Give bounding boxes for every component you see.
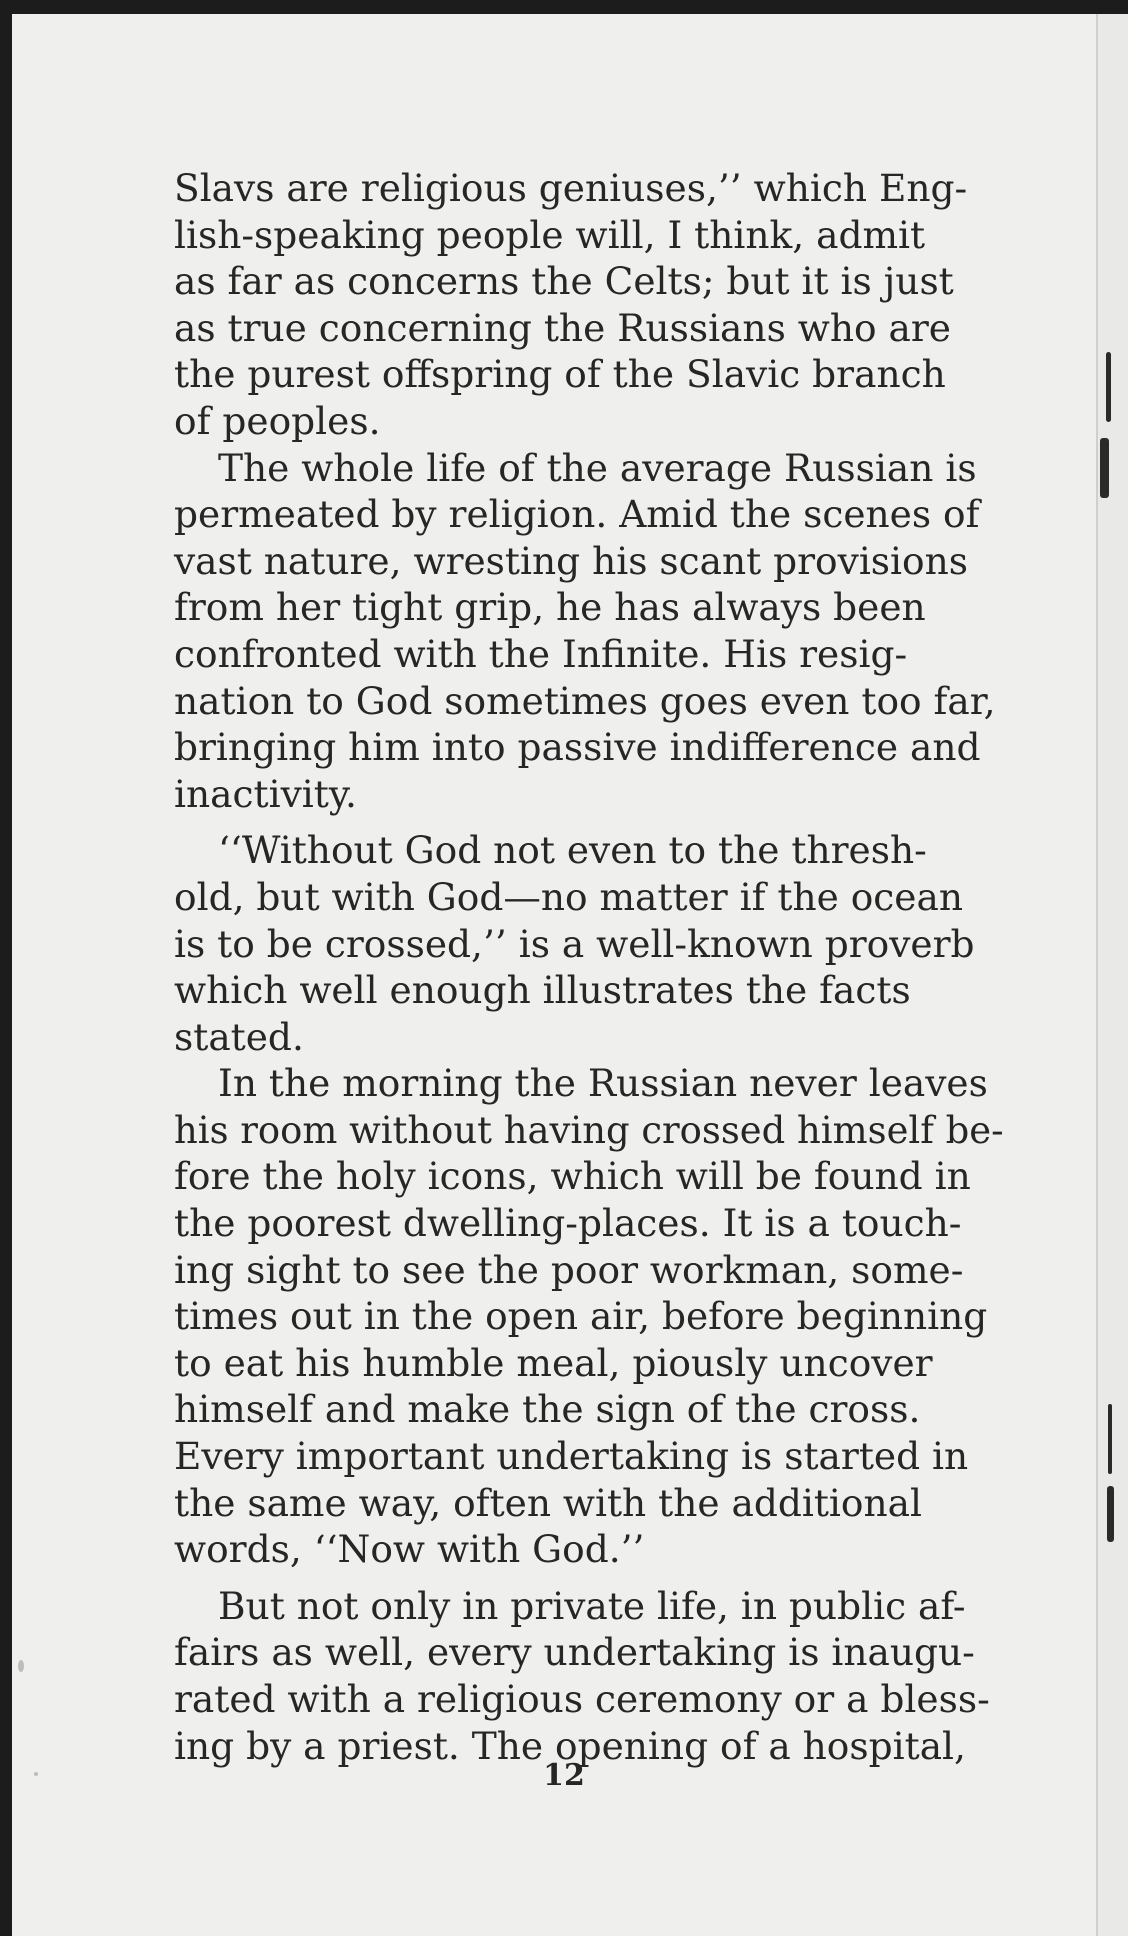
text-line: which well enough illustrates the facts [174, 968, 911, 1013]
paragraph [174, 827, 1004, 1060]
binding-mark [1107, 1486, 1114, 1542]
text-line: fairs as well, every undertaking is inaugu- [174, 1630, 975, 1675]
text-line: bringing him into passive indifference and [174, 725, 981, 770]
text-line: ‘‘Without God not even to the thresh- [218, 828, 927, 873]
text-line: words, ‘‘Now with God.’’ [174, 1527, 645, 1572]
text-line: the poorest dwelling-places. It is a touch- [174, 1201, 962, 1246]
text-line: Slavs are religious geniuses,’’ which Eng- [174, 166, 968, 210]
page-edge [1096, 14, 1128, 1936]
text-line: vast nature, wresting his scant provisions [174, 538, 969, 583]
paragraph [174, 1583, 1004, 1769]
text-line: permeated by religion. Amid the scenes of [174, 492, 980, 537]
text-line: stated. [174, 1014, 304, 1059]
paragraph [174, 1060, 1004, 1573]
text-line: as true concerning the Russians who are [174, 305, 951, 350]
text-line: Every important undertaking is started in [174, 1434, 969, 1479]
text-line: confronted with the Infinite. His resig- [174, 631, 908, 676]
binding-mark [1100, 438, 1109, 498]
page-number: 12 [543, 1758, 585, 1793]
binding-mark [1108, 1404, 1112, 1474]
text-line: In the morning the Russian never leaves [218, 1061, 988, 1106]
text-line: ing by a priest. The opening of a hospital, [174, 1723, 966, 1768]
text-line: lish-speaking people will, I think, admit [174, 212, 926, 257]
text-line: times out in the open air, before beginning [174, 1294, 988, 1339]
paragraph [174, 445, 1004, 818]
text-line: fore the holy icons, which will be found in [174, 1154, 971, 1199]
text-line: inactivity. [174, 771, 357, 816]
text-line: the purest offspring of the Slavic branch [174, 352, 946, 397]
paper-speck [18, 1660, 24, 1672]
text-line: But not only in private life, in public af- [218, 1583, 966, 1628]
text-line: the same way, often with the additional [174, 1480, 922, 1525]
text-line: of peoples. [174, 398, 381, 443]
text-line: from her tight grip, he has always been [174, 585, 926, 630]
text-line: as far as concerns the Celts; but it is just [174, 259, 954, 304]
text-line: his room without having crossed himself be- [174, 1107, 1004, 1152]
text-line: nation to God sometimes goes even too far, [174, 678, 996, 723]
text-line: The whole life of the average Russian is [218, 445, 977, 490]
paragraph [174, 165, 1004, 445]
text-line: himself and make the sign of the cross. [174, 1387, 921, 1432]
text-line: to eat his humble meal, piously uncover [174, 1340, 933, 1385]
text-line: rated with a religious ceremony or a bless- [174, 1677, 990, 1721]
text-line: ing sight to see the poor workman, some- [174, 1247, 964, 1292]
body-text [174, 165, 1004, 1769]
text-line: is to be crossed,’’ is a well-known proverb [174, 921, 975, 966]
binding-mark [1106, 352, 1111, 422]
text-line: old, but with God—no matter if the ocean [174, 874, 963, 919]
